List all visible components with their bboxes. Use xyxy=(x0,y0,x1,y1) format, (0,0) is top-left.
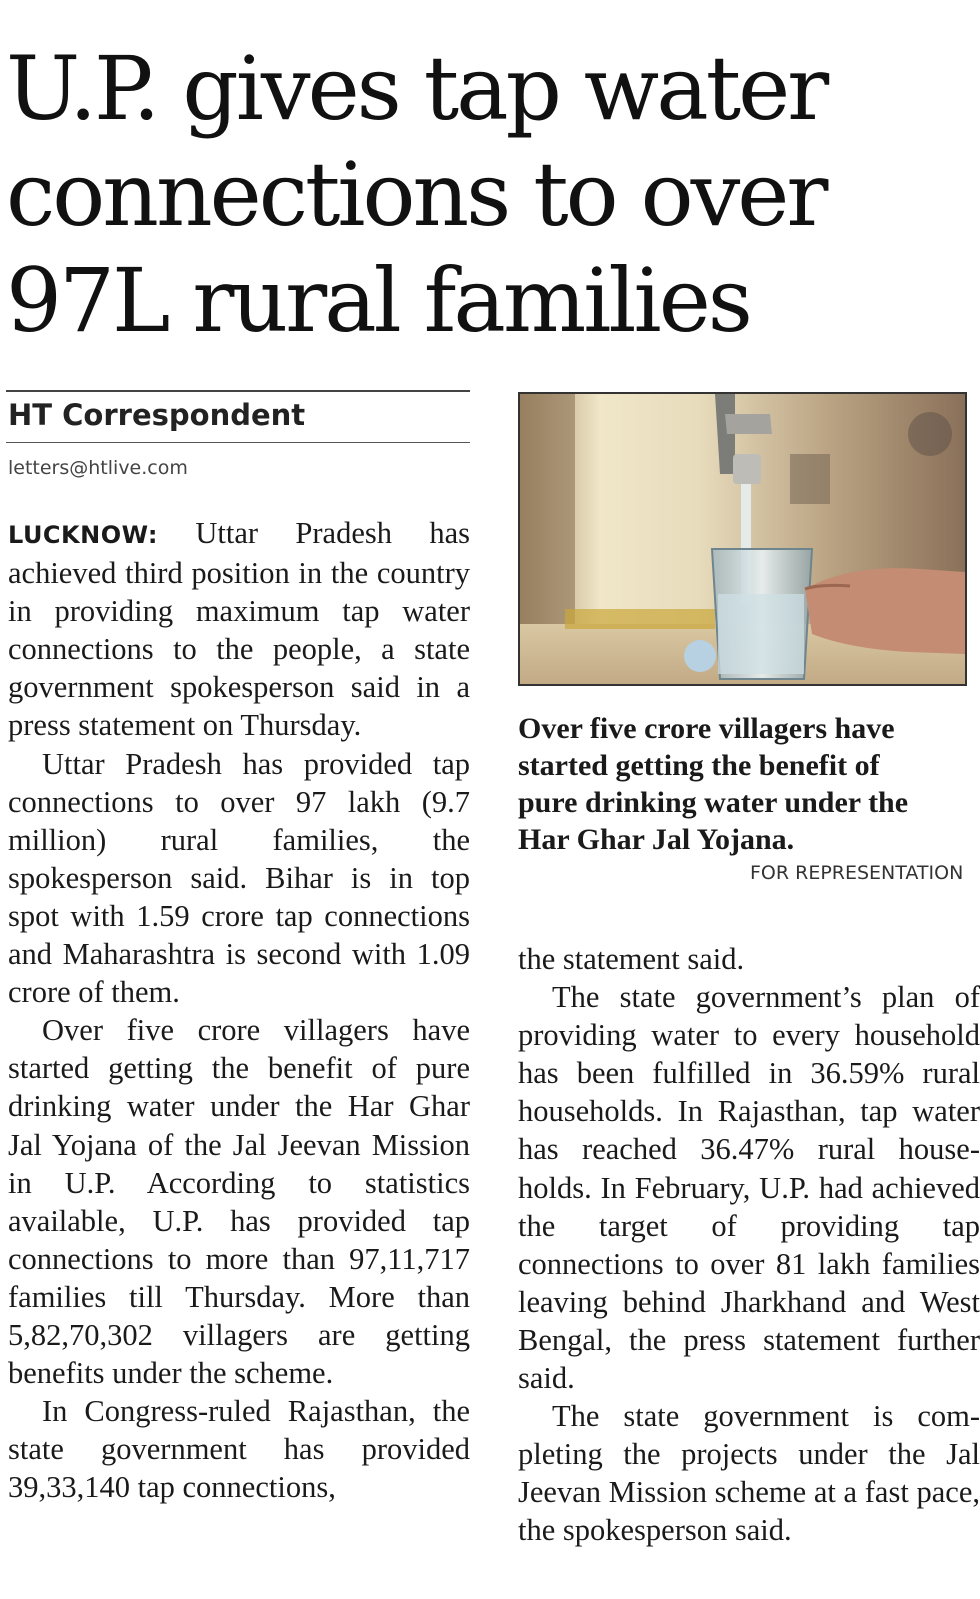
tap-water-photo xyxy=(520,394,965,684)
byline-top-rule xyxy=(6,390,470,392)
article-column-left xyxy=(8,514,470,1506)
caption-line: Har Ghar Jal Yojana. xyxy=(518,823,795,856)
caption-line: pure drinking water under the xyxy=(518,786,909,819)
article-paragraph: Uttar Pradesh has provided tap connections to over 97 lakh (9.7 million) rural families, the spokesperson said. Bihar is in top spot with 1.59 crore tap connections and Maharashtra is second with 1.09 crore of them. xyxy=(8,746,470,1010)
article-paragraph: Over five crore villagers have started getting the benefit of pure drinking water under the Har Ghar Jal Yojana of the Jal Jeevan Mission in U.P. According to statistics available, U.P. has provided tap connections to more than 97,11,717 families till Thursday. More than 5,82,70,302 villagers are getting benefits under the scheme. xyxy=(8,1013,470,1391)
article-photo xyxy=(518,392,967,686)
article-paragraph: The state government’s plan of providing water to every household has been fulfilled in 36.59% rural households. In Rajasthan, tap water has reached 36.47% rural households. In February, U.P. had achieved the target of providing tap connections to over 81 lakh families leaving behind Jharkhand and West Bengal, the press statement further said. xyxy=(518,980,980,1396)
article-paragraph xyxy=(8,514,470,745)
dateline: LUCKNOW: xyxy=(8,521,158,549)
caption-line: started getting the benefit of xyxy=(518,749,880,782)
byline-email[interactable]: letters@htlive.com xyxy=(8,457,188,479)
headline: U.P. gives tap water connections to over 97L rural families xyxy=(6,37,827,352)
caption-line: Over five crore villagers have xyxy=(518,712,895,745)
photo-credit: FOR REPRESENTATION xyxy=(750,862,964,884)
photo-caption xyxy=(518,710,978,858)
article-column-right xyxy=(518,940,980,1550)
article-paragraph: In Congress-ruled Rajasthan, the state government has provided 39,33,140 tap connections, xyxy=(8,1394,470,1505)
article-paragraph: The state government is completing the projects under the Jal Jeevan Mission scheme at a fast pace, the spokesperson said. xyxy=(518,1399,980,1548)
article-paragraph: the statement said. xyxy=(518,942,745,976)
byline-bottom-rule xyxy=(6,442,470,443)
byline-author: HT Correspondent xyxy=(8,398,306,432)
paragraph-text: Uttar Pradesh has achieved third position in the country in providing maximum tap water connections to the people, a state government spokesperson said in a press statement on Thursday. xyxy=(8,516,471,743)
